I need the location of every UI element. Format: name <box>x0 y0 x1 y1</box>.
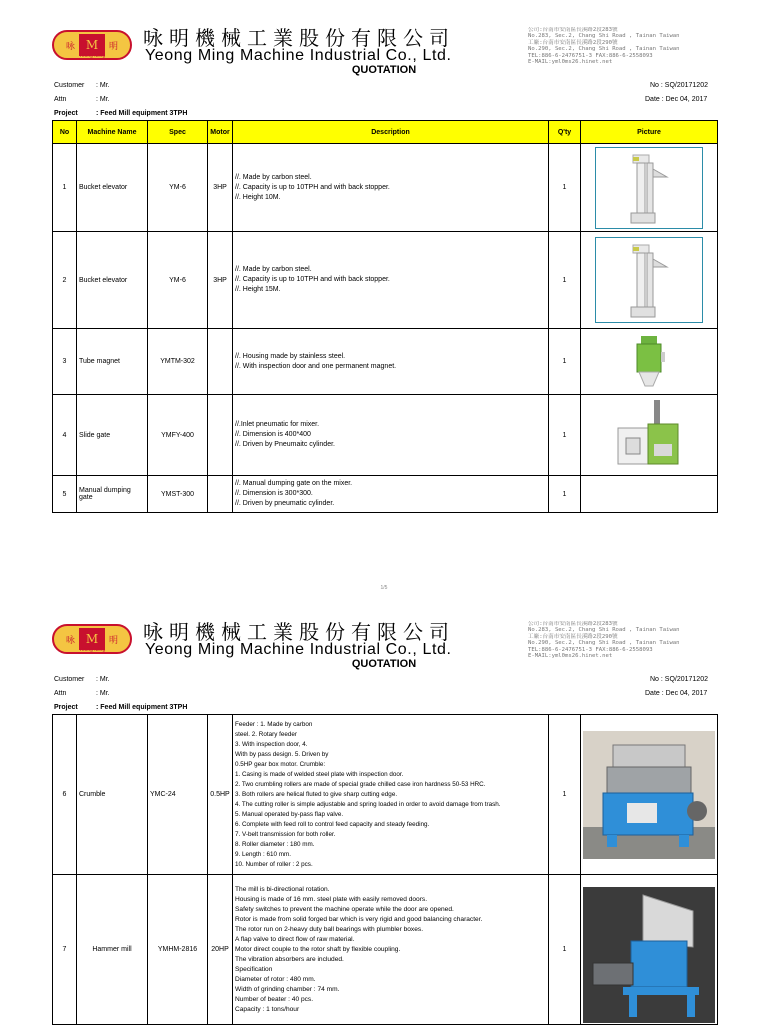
quotation-table-page-2 <box>52 714 718 1025</box>
company-logo: 咏 M 明 Yeong Ming <box>52 30 132 60</box>
header-machine-name: Machine Name <box>77 121 148 144</box>
crumbler-photo <box>581 715 718 875</box>
table-row: 2 Bucket elevator YM-6 3HP //. Made by carbon steel. //. Capacity is up to 10TPH and with back stopper. //. Height 15M. 1 <box>53 232 718 329</box>
header-qty: Q'ty <box>549 121 581 144</box>
company-chinese-name: 咏明機械工業股份有限公司 <box>143 26 455 50</box>
table-row: 6 Crumble YMC-24 0.5HP Feeder : 1. Made by carbon steel. 2. Rotary feeder 3. With inspection door, 4. With by pass design. 5. Driven by 0.5HP gear box motor. Crumble: 1. Casing is made of welded steel plate with inspection door. 2. Two crumbling rollers are made of special grade chilled case iron hardness 50-53 HRC. 3. Both rollers are helical fluted to give sharp cutting edge. 4. The cutting roller is simple adjustable and spring loaded in order to avoid damage from trash. 5. Manual operated by-pass flap valve. 6. Complete with feed roll to control feed capacity and steady feeding. 7. V-belt transmission for both roller. 8. Roller diameter : 180 mm. 9. Length : 610 mm. 10. Number of roller : 2 pcs. 1 <box>53 715 718 875</box>
page-marker: 1/5 <box>380 585 388 591</box>
document-title: QUOTATION <box>351 658 417 670</box>
project-value: : Feed Mill equipment 3TPH <box>96 110 188 117</box>
header-picture: Picture <box>581 121 718 144</box>
project-label: Project <box>54 704 78 711</box>
company-logo: 咏 M 明 Yeong Ming <box>52 624 132 654</box>
project-label: Project <box>54 110 78 117</box>
quote-number: No : SQ/20171202 <box>650 82 708 89</box>
attn-value: : Mr. <box>96 96 110 103</box>
hammer-mill-photo <box>581 875 718 1025</box>
document-title: QUOTATION <box>351 64 417 76</box>
table-row: 1 Bucket elevator YM-6 3HP //. Made by carbon steel. //. Capacity is up to 10TPH and with back stopper. //. Height 10M. 1 <box>53 144 718 232</box>
customer-label: Customer <box>54 676 85 683</box>
company-english-name: Yeong Ming Machine Industrial Co., Ltd. <box>145 641 452 658</box>
quote-number: No : SQ/20171202 <box>650 676 708 683</box>
company-address: 公司:台南市安南區長溪路2段283號 No.283, Sec.2, Chang Shi Road , Tainan Taiwan 工廠:台南市安南區長溪路2段290號 No.290, Sec.2, Chang Shi Road , Tainan Taiwan TEL:886-6-2476751-3 FAX:886-6-2558093 E-MAIL:yml0ms26.hinet.net <box>528 27 680 66</box>
attn-value: : Mr. <box>96 690 110 697</box>
company-chinese-name: 咏明機械工業股份有限公司 <box>143 620 455 644</box>
table-row: 5 Manual dumping gate YMST-300 //. Manual dumping gate on the mixer. //. Dimension is 300*300. //. Driven by pneumatic cylinder. 1 <box>53 476 718 513</box>
table-row: 4 Slide gate YMFY-400 //.Inlet pneumatic for mixer. //. Dimension is 400*400 //. Driven by Pneumaitc cylinder. 1 <box>53 395 718 476</box>
company-address: 公司:台南市安南區長溪路2段283號 No.283, Sec.2, Chang Shi Road , Tainan Taiwan 工廠:台南市安南區長溪路2段290號 No.290, Sec.2, Chang Shi Road , Tainan Taiwan TEL:886-6-2476751-3 FAX:886-6-2558093 E-MAIL:yml0ms26.hinet.net <box>528 621 680 660</box>
customer-value: : Mr. <box>96 82 110 89</box>
header-motor: Motor <box>208 121 233 144</box>
quote-date: Date : Dec 04, 2017 <box>645 690 708 697</box>
header-spec: Spec <box>148 121 208 144</box>
attn-label: Attn <box>54 96 67 103</box>
project-value: : Feed Mill equipment 3TPH <box>96 704 188 711</box>
table-row: 7 Hammer mill YMHM-2816 20HP The mill is bi-directional rotation. Housing is made of 16 mm. steel plate with easily removed doors. Safety switches to prevent the machine operate while the door are opened. Rotor is made from solid forged bar which is very rigid and good balancing character. The rotor run on 2-heavy duty ball bearings with plumbler boxes. A flap valve to direct flow of raw material. Motor direct couple to the rotor shaft by flexible coupling. The vibration absorbers are included. Specification Diameter of rotor : 480 mm. Width of grinding chamber : 74 mm. Number of beater : 40 pcs. Capacity : 1 tons/hour 1 <box>53 875 718 1025</box>
table-row: 3 Tube magnet YMTM-302 //. Housing made by stainless steel. //. With inspection door and one permanent magnet. 1 <box>53 329 718 395</box>
customer-value: : Mr. <box>96 676 110 683</box>
header-description: Description <box>233 121 549 144</box>
header-no: No <box>53 121 77 144</box>
attn-label: Attn <box>54 690 67 697</box>
company-english-name: Yeong Ming Machine Industrial Co., Ltd. <box>145 47 452 64</box>
quote-date: Date : Dec 04, 2017 <box>645 96 708 103</box>
customer-label: Customer <box>54 82 85 89</box>
